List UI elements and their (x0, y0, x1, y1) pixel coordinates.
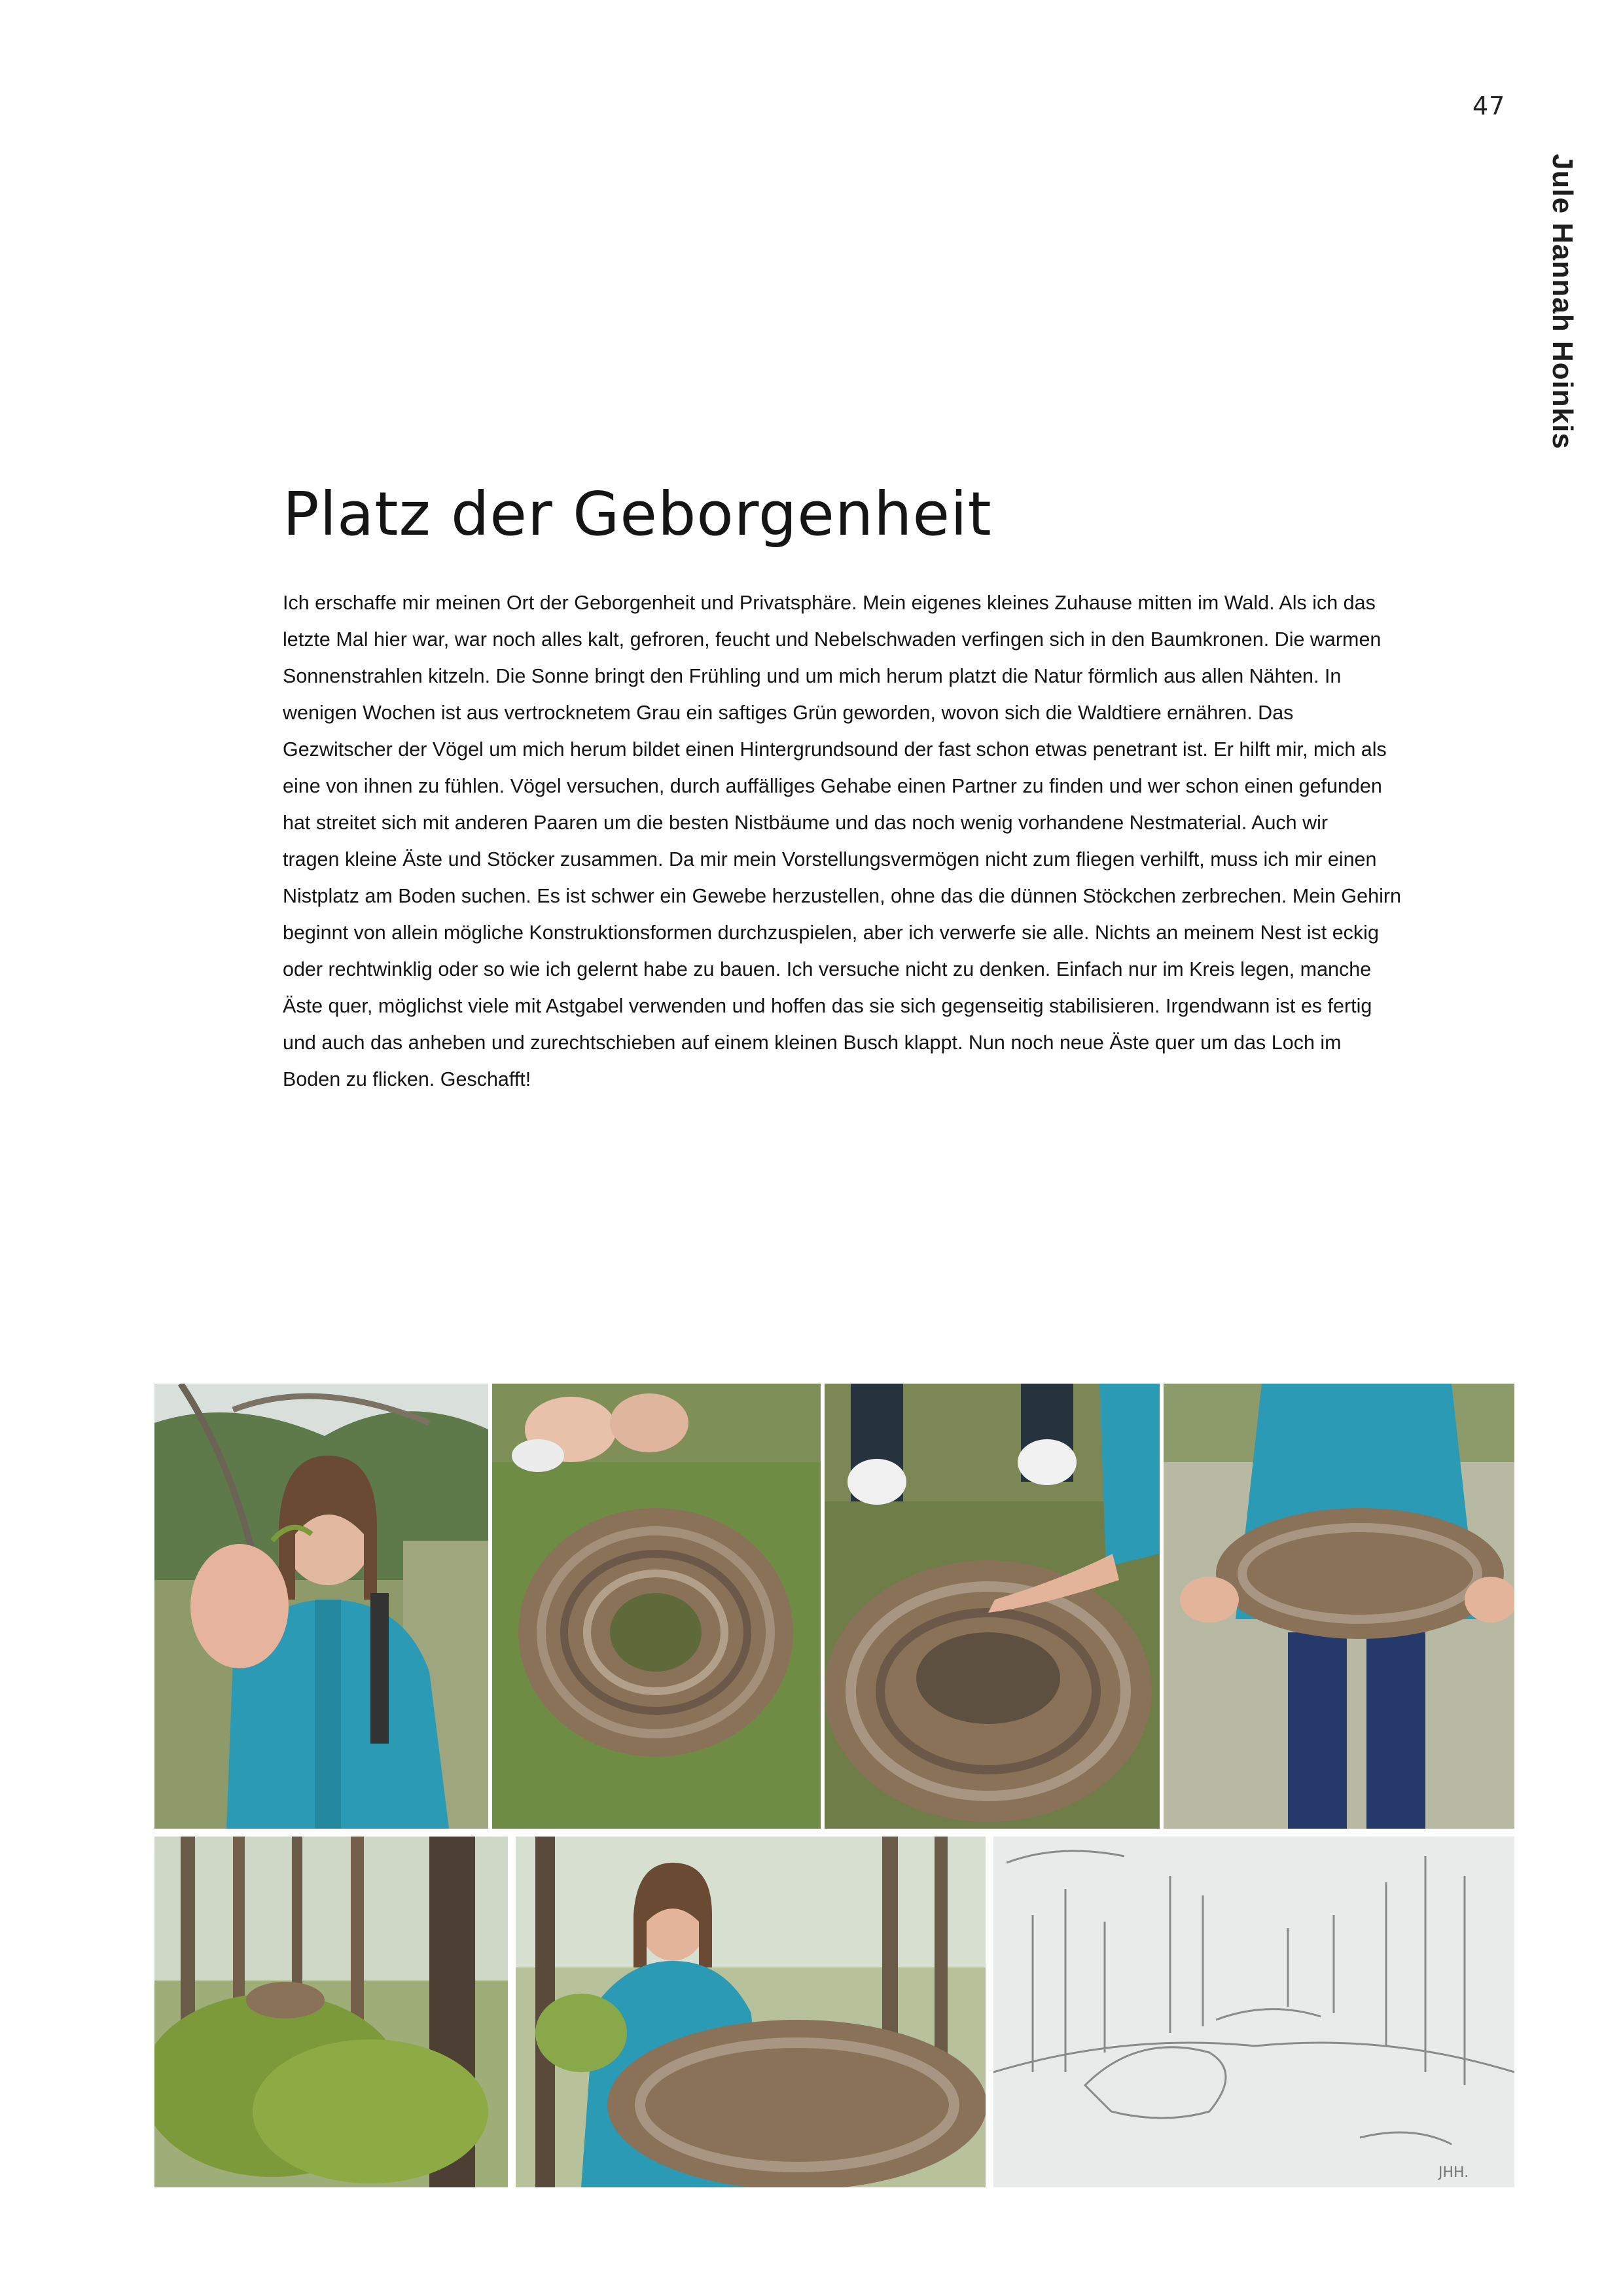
body-line: letzte Mal hier war, war noch alles kalt, gefroren, feucht und Nebelschwaden verfingen sich in den Baumkronen. Die warmen (283, 628, 1382, 651)
sketch-signature: JHH. (1438, 2164, 1469, 2181)
body-line: Gezwitscher der Vögel um mich herum bildet einen Hintergrundsound der fast schon etwas penetrant ist. Er hilft mir, mich als (283, 738, 1387, 761)
photo-hand-on-nest (825, 1384, 1160, 1829)
photo-nest-in-forest (154, 1837, 508, 2187)
body-line: Ich erschaffe mir meinen Ort der Geborgenheit und Privatsphäre. Mein eigenes kleines Zuhause mitten im Wald. Als ich das (283, 592, 1376, 614)
author-name: Jule Hannah Hoinkis (1546, 154, 1578, 450)
photo-nest-from-above (492, 1384, 821, 1829)
body-line: tragen kleine Äste und Stöcker zusammen. Da mir mein Vorstellungsvermögen nicht zum fliegen verhilft, muss ich mir einen (283, 848, 1377, 870)
body-line: Sonnenstrahlen kitzeln. Die Sonne bringt den Frühling und um mich herum platzt die Natur förmlich aus allen Nähten. In (283, 665, 1342, 687)
article-body (283, 584, 1401, 1098)
photo-carrying-nest (1164, 1384, 1514, 1829)
body-line: Nistplatz am Boden suchen. Es ist schwer ein Gewebe herzustellen, ohne das die dünnen Stöckchen zerbrechen. Mein Gehirn (283, 885, 1401, 907)
body-line: Boden zu flicken. Geschafft! (283, 1068, 531, 1090)
photo-pencil-sketch (993, 1837, 1514, 2187)
page-number: 47 (1472, 92, 1506, 120)
article-title: Platz der Geborgenheit (283, 479, 992, 549)
body-line: eine von ihnen zu fühlen. Vögel versuchen, durch auffälliges Gehabe einen Partner zu finden und wer schon einen gefunden (283, 775, 1382, 797)
body-line: beginnt von allein mögliche Konstruktionsformen durchzuspielen, aber ich verwerfe sie alle. Nichts an meinem Nest ist eckig (283, 922, 1379, 944)
body-line: oder rechtwinklig oder so wie ich gelernt habe zu bauen. Ich versuche nicht zu denken. Einfach nur im Kreis legen, manche (283, 958, 1372, 980)
photo-woman-with-nest (516, 1837, 986, 2187)
body-line: wenigen Wochen ist aus vertrocknetem Grau ein saftiges Grün geworden, wovon sich die Waldtiere ernähren. Das (283, 702, 1294, 724)
body-line: Äste quer, möglichst viele mit Astgabel verwenden und hoffen das sie sich gegenseitig stabilisieren. Irgendwann ist es fertig (283, 995, 1372, 1017)
photo-woman-holding-twig (154, 1384, 488, 1829)
body-line: und auch das anheben und zurechtschieben auf einem kleinen Busch klappt. Nun noch neue Äste quer um das Loch im (283, 1031, 1342, 1054)
body-line: hat streitet sich mit anderen Paaren um die besten Nistbäume und das noch wenig vorhandene Nestmaterial. Auch wir (283, 812, 1329, 834)
